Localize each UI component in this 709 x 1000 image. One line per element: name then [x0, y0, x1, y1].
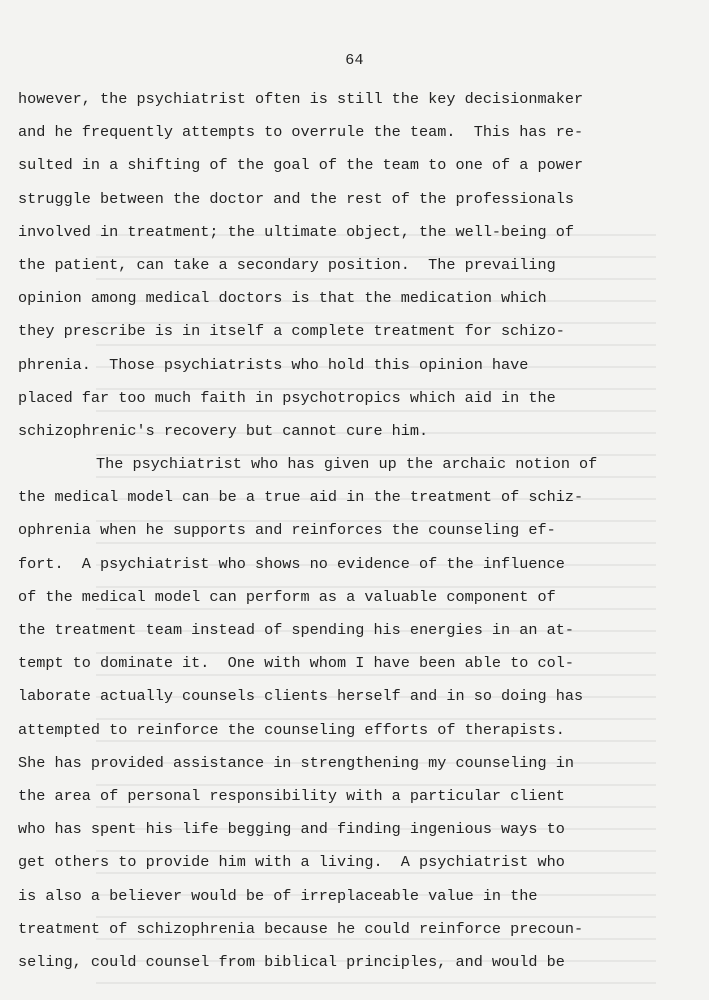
text-line: attempted to reinforce the counseling efforts of therapists.	[18, 720, 565, 739]
text-line: the treatment team instead of spending his energies in an at-	[18, 621, 574, 639]
text-line: She has provided assistance in strengthening my counseling in	[18, 753, 574, 772]
text-line: laborate actually counsels clients herself and in so doing has	[18, 687, 584, 706]
text-line: phrenia. Those psychiatrists who hold this opinion have	[18, 355, 529, 374]
text-line: fort. A psychiatrist who shows no evidence of the influence	[18, 554, 565, 573]
text-line: is also a believer would be of irreplaceable value in the	[18, 886, 538, 905]
text-line: who has spent his life begging and finding ingenious ways to	[18, 820, 565, 839]
body-text	[18, 86, 708, 982]
text-line: ophrenia when he supports and reinforces the counseling ef-	[18, 521, 556, 540]
text-line: struggle between the doctor and the rest of the professionals	[18, 189, 574, 208]
text-line: seling, could counsel from biblical principles, and would be	[18, 952, 565, 971]
text-line: the patient, can take a secondary position. The prevailing	[18, 255, 556, 274]
text-line: they prescribe is in itself a complete treatment for schizo-	[18, 322, 565, 341]
text-line: get others to provide him with a living. A psychiatrist who	[18, 853, 565, 872]
text-line: tempt to dominate it. One with whom I have been able to col-	[18, 654, 574, 673]
text-line: however, the psychiatrist often is still the key decisionmaker	[18, 90, 584, 108]
text-line: involved in treatment; the ultimate object, the well-being of	[18, 222, 574, 241]
text-line: treatment of schizophrenia because he could reinforce precoun-	[18, 919, 584, 938]
text-line: of the medical model can perform as a valuable component of	[18, 587, 556, 606]
page-number: 64	[345, 52, 364, 69]
text-line: schizophrenic's recovery but cannot cure him.	[18, 421, 429, 440]
text-line: the area of personal responsibility with a particular client	[18, 786, 565, 805]
text-line: placed far too much faith in psychotropics which aid in the	[18, 388, 556, 407]
text-line: and he frequently attempts to overrule the team. This has re-	[18, 123, 584, 142]
text-line: sulted in a shifting of the goal of the team to one of a power	[18, 156, 584, 175]
paragraph-start-line: The psychiatrist who has given up the archaic notion of	[96, 455, 598, 474]
text-line: opinion among medical doctors is that the medication which	[18, 289, 547, 308]
text-line: the medical model can be a true aid in the treatment of schiz-	[18, 488, 584, 507]
